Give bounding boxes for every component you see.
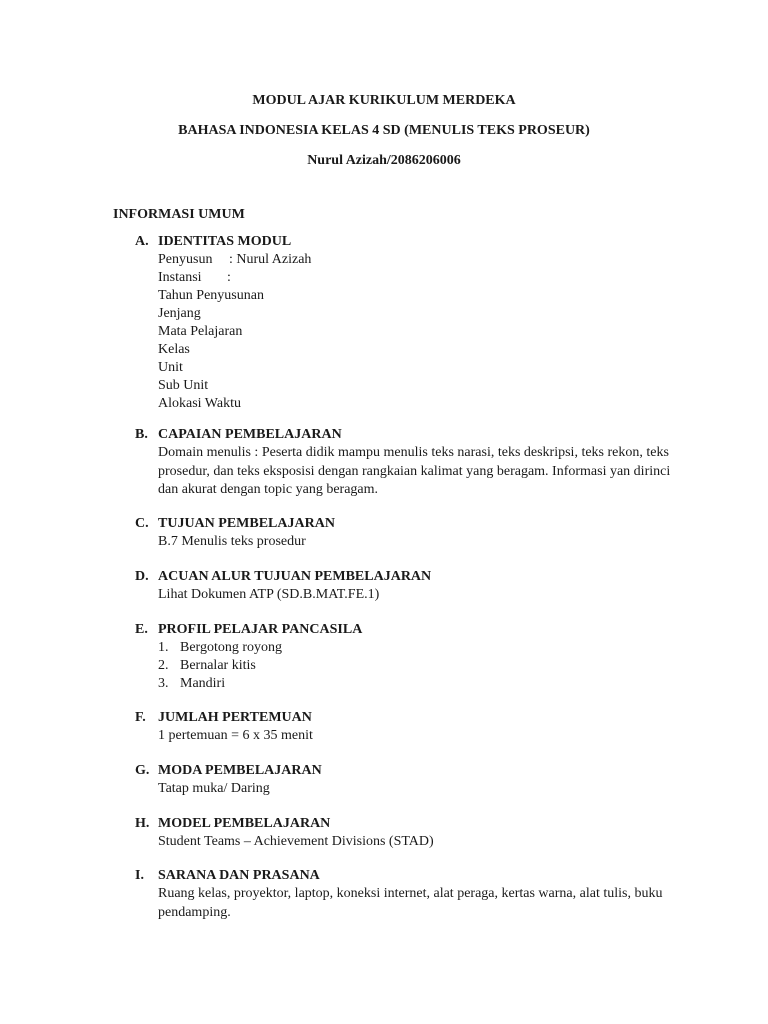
list-number: 1. [158,640,169,655]
list-item [158,675,675,693]
list-text: Bergotong royong [180,640,283,655]
identity-row: Unit [158,360,183,375]
paragraph-line: prosedur, dan teks eksposisi dengan rangkaian kalimat yang beragam. Informasi yan dirinci [158,463,671,479]
section-model-pembelajaran [135,815,675,851]
section-title: MODA PEMBELAJARAN [158,763,322,778]
list-number: 2. [158,658,169,673]
numbered-list [158,639,675,693]
identity-row [158,269,675,287]
section-body [158,444,675,500]
section-title: PROFIL PELAJAR PANCASILA [158,622,363,637]
identity-row: Kelas [158,342,190,357]
section-letter: C. [135,516,149,531]
section-title: JUMLAH PERTEMUAN [158,710,312,725]
section-letter: E. [135,622,148,637]
section-capaian-pembelajaran [135,426,675,500]
doc-title: MODUL AJAR KURIKULUM MERDEKA [252,93,516,108]
section-title: SARANA DAN PRASANA [158,868,320,883]
info-heading: INFORMASI UMUM [113,207,245,222]
paragraph-line: dan akurat dengan topic yang beragam. [158,482,379,497]
section-title: IDENTITAS MODUL [158,234,292,249]
section-heading [135,709,675,727]
section-body: Lihat Dokumen ATP (SD.B.MAT.FE.1) [158,587,380,602]
section-heading [135,867,675,885]
section-heading [135,426,675,444]
identity-value: : Nurul Azizah [229,252,312,267]
section-title: ACUAN ALUR TUJUAN PEMBELAJARAN [158,569,432,584]
section-heading [135,568,675,586]
paragraph-line: pendamping. [158,904,231,920]
section-body: 1 pertemuan = 6 x 35 menit [158,728,313,743]
list-number: 3. [158,676,169,691]
section-body [158,885,675,922]
identity-row: Tahun Penyusunan [158,288,264,303]
identity-label: Instansi [158,270,202,285]
section-title: MODEL PEMBELAJARAN [158,816,331,831]
identity-label: Penyusun [158,252,213,267]
section-letter: I. [135,868,144,883]
identity-row [158,251,675,269]
paragraph-line: Ruang kelas, proyektor, laptop, koneksi internet, alat peraga, kertas warna, alat tulis, buku [158,886,663,901]
section-body: B.7 Menulis teks prosedur [158,534,306,549]
section-profil-pelajar [135,621,675,693]
identity-row: Sub Unit [158,378,209,393]
section-acuan-alur [135,568,675,604]
section-tujuan-pembelajaran [135,515,675,551]
section-letter: G. [135,763,150,778]
section-identitas-modul [135,233,675,413]
identity-row: Mata Pelajaran [158,324,243,339]
identity-row: Jenjang [158,306,201,321]
section-title: CAPAIAN PEMBELAJARAN [158,427,342,442]
section-heading [135,815,675,833]
list-item [158,657,675,675]
section-jumlah-pertemuan [135,709,675,745]
section-body: Tatap muka/ Daring [158,781,270,796]
paragraph-line: Domain menulis : Peserta didik mampu menulis teks narasi, teks deskripsi, teks rekon, teks [158,445,669,460]
section-heading [135,762,675,780]
identity-list [158,251,675,413]
section-heading [135,233,675,251]
section-letter: F. [135,710,146,725]
section-letter: B. [135,427,148,442]
section-moda-pembelajaran [135,762,675,798]
section-letter: A. [135,234,149,249]
identity-value: : [227,270,231,285]
list-item [158,639,675,657]
section-letter: D. [135,569,149,584]
section-title: TUJUAN PEMBELAJARAN [158,516,335,531]
section-heading [135,515,675,533]
section-body: Student Teams – Achievement Divisions (STAD) [158,834,434,849]
identity-row: Alokasi Waktu [158,396,241,411]
section-letter: H. [135,816,150,831]
doc-subtitle: BAHASA INDONESIA KELAS 4 SD (MENULIS TEKS PROSEUR) [178,123,590,138]
list-text: Mandiri [180,676,226,691]
section-heading [135,621,675,639]
list-text: Bernalar kitis [180,658,256,673]
doc-author: Nurul Azizah/2086206006 [307,153,461,168]
section-sarana-prasana [135,867,675,922]
